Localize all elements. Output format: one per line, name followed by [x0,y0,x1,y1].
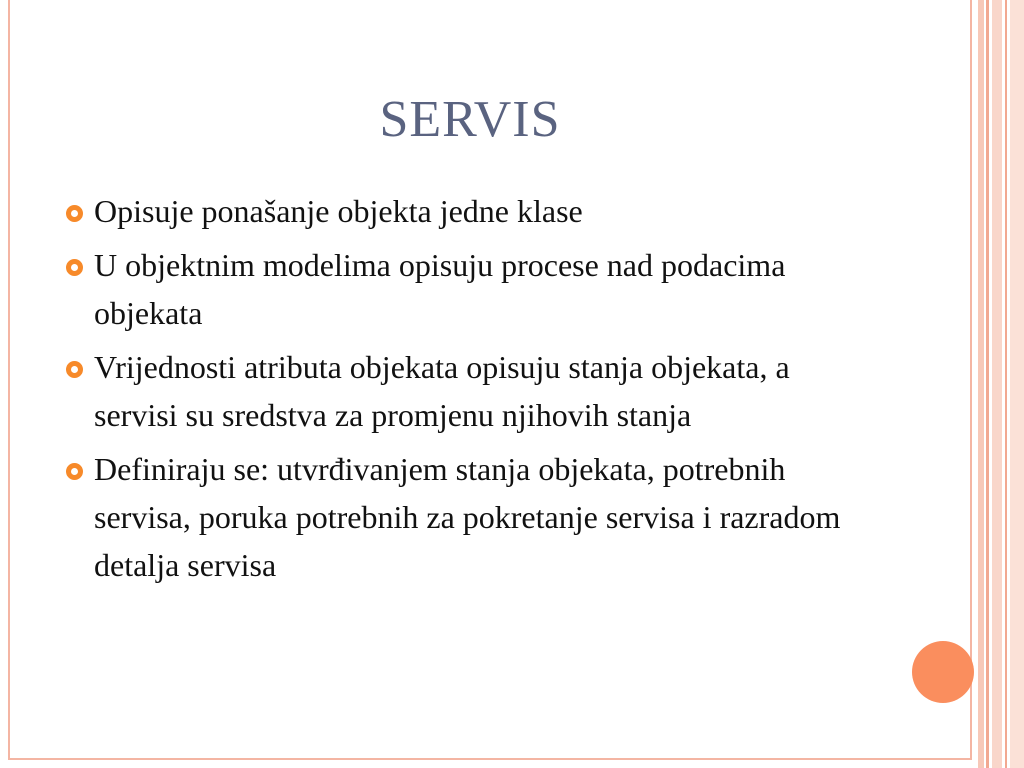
bullet-text: U objektnim modelima opisuju procese nad podacima objekata [94,247,786,331]
bullet-text: Opisuje ponašanje objekta jedne klase [94,193,583,229]
bullet-item [64,445,854,589]
decorative-stripe [1010,0,1024,768]
bullet-text: Vrijednosti atributa objekata opisuju stanja objekata, a servisi su sredstva za promjenu njihovih stanja [94,349,790,433]
decorative-circle [912,641,974,703]
bullet-circle-icon [66,463,83,480]
bullet-circle-icon [66,259,83,276]
bullet-item [64,187,854,235]
bullet-circle-icon [66,205,83,222]
decorative-stripe [986,0,989,768]
decorative-stripe [1005,0,1007,768]
decorative-stripe [992,0,1002,768]
bullet-circle-icon [66,361,83,378]
bullet-list [64,187,854,595]
bullet-item [64,241,854,337]
slide-title: SERVIS [379,91,561,148]
bullet-item [64,343,854,439]
decorative-stripe [978,0,984,768]
bullet-text: Definiraju se: utvrđivanjem stanja objekata, potrebnih servisa, poruka potrebnih za pokretanje servisa i razradom detalja servisa [94,451,841,583]
